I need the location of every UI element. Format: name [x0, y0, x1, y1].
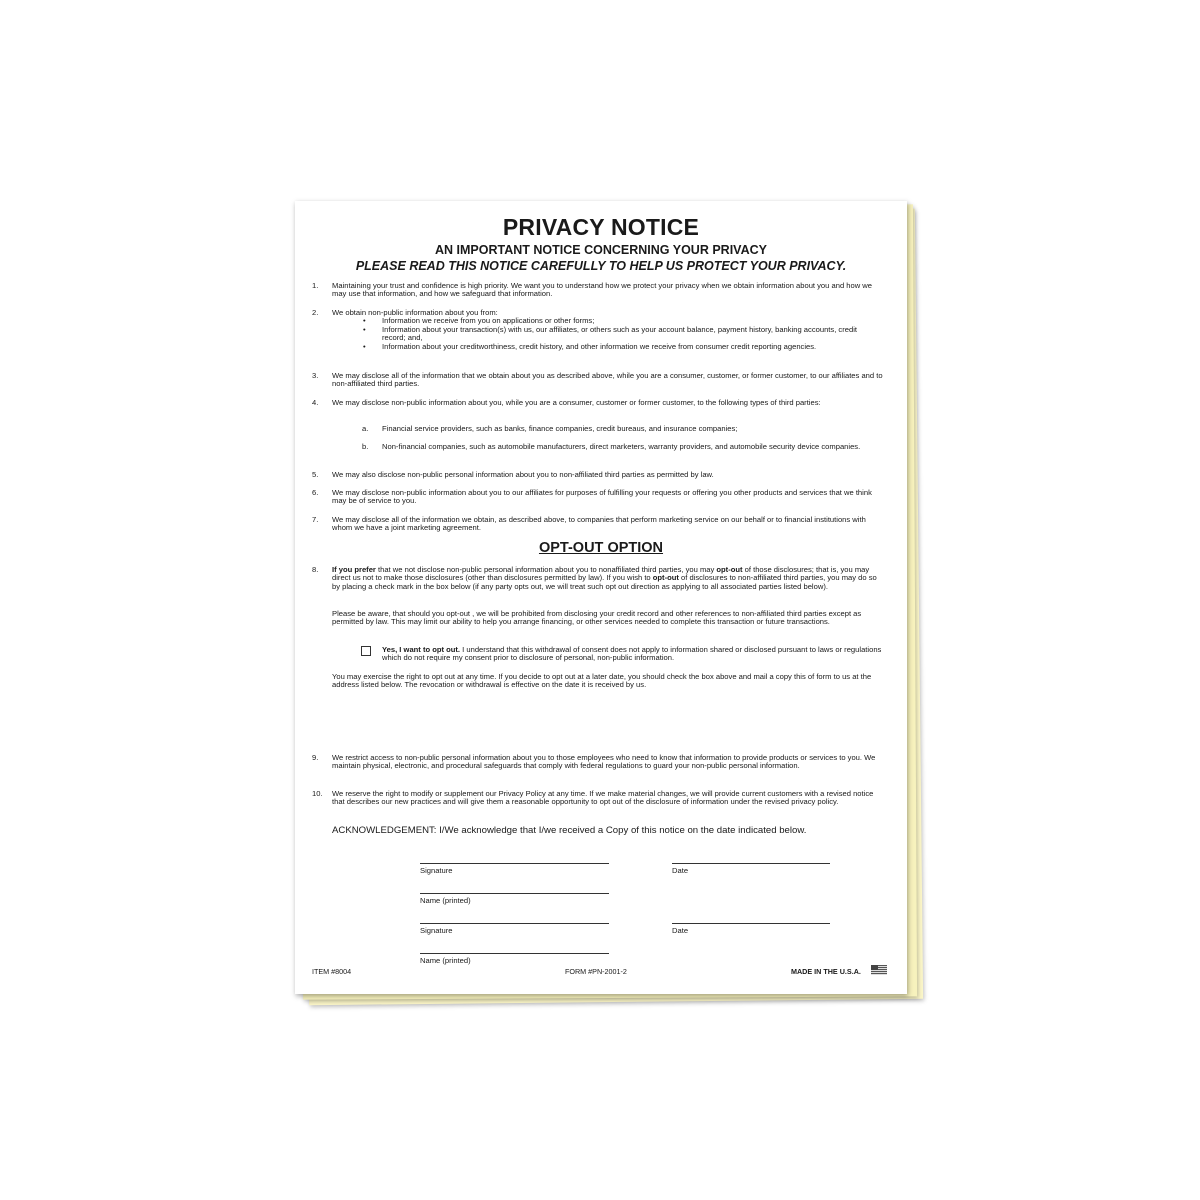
clause-text: We may disclose all of the information we obtain, as described above, to companies that perform marketing service on our behalf or to financial institutions with whom we have a joint marketing agreement.: [332, 515, 866, 533]
clause-text: We reserve the right to modify or supplement our Privacy Policy at any time. If we make material changes, we will provide current customers with a revised notice that describes our new practices and will give them a reasonable opportunity to opt out of the disclosure of information under the revised privacy policy.: [332, 789, 874, 807]
signature-line-1[interactable]: [420, 863, 609, 864]
name-printed-label: Name (printed): [420, 896, 471, 905]
clause-number: 7.: [312, 515, 319, 524]
signature-label: Signature: [420, 866, 453, 875]
name-printed-label: Name (printed): [420, 956, 471, 965]
clause-text: We restrict access to non-public personal information about you to those employees who need to know that information to provide products or services to you. We maintain physical, electronic, and procedural safeguards that comply with federal regulations to guard your non-public personal information.: [332, 753, 876, 771]
opt-out-term: opt-out: [652, 573, 679, 583]
clause-text: We may disclose non-public information about you, while you are a consumer, customer or former customer, to the following types of third parties:: [332, 398, 821, 407]
clause-number: 4.: [312, 398, 319, 407]
opt-out-checkbox[interactable]: [361, 646, 371, 656]
clause-text: Maintaining your trust and confidence is high priority. We want you to understand how we protect your privacy when we obtain information about you and how we may use that information, and how we safeguard that information.: [332, 281, 873, 299]
date-label: Date: [672, 866, 689, 875]
bullet-text: Information about your creditworthiness, credit history, and other information we receive from consumer credit reporting agencies.: [382, 342, 817, 351]
clause-number: 8.: [312, 565, 319, 574]
form-subtitle: AN IMPORTANT NOTICE CONCERNING YOUR PRIVACY: [435, 243, 767, 257]
form-subtitle-instruction: PLEASE READ THIS NOTICE CAREFULLY TO HELP US PROTECT YOUR PRIVACY.: [355, 259, 847, 273]
sub-label-a: a.: [362, 424, 369, 433]
sub-label-b: b.: [362, 442, 369, 451]
item-number: ITEM #8004: [312, 967, 352, 976]
opt-out-statement-text: I understand that this withdrawal of consent does not apply to information shared or disclosed pursuant to laws or regulations which do not require my consent prior to disclosure of personal, non-public information.: [382, 645, 882, 663]
bullet-icon: •: [363, 316, 366, 325]
privacy-notice-form: [295, 201, 907, 994]
bullet-text: Information we receive from you on applications or other forms;: [382, 316, 595, 325]
clause-text: We may also disclose non-public personal information about you to non-affiliated third parties as permitted by law.: [332, 470, 714, 479]
date-line-1[interactable]: [672, 863, 830, 864]
clause-text: We may disclose all of the information that we obtain about you as described above, while you are a consumer, customer, or former customer, to our affiliates and to non-affiliated third parties.: [332, 371, 883, 389]
name-line-2[interactable]: [420, 953, 609, 954]
clause-text-part: of those disclosures; that is, you may direct us not to make those disclosures (other than disclosures permitted by law). If you wish to: [332, 565, 870, 583]
date-line-2[interactable]: [672, 923, 830, 924]
opt-out-instructions: You may exercise the right to opt out at any time. If you decide to opt out at a later date, you should check the box above and mail a copy this of form to us at the address listed below. The revocation or withdrawal is effective on the date it is received by us.: [332, 672, 872, 690]
opt-out-warning: Please be aware, that should you opt-out , we will be prohibited from disclosing your credit record and other references to non-affiliated third parties except as permitted by law. This may limit our ability to help you arrange financing, or other services needed to complete this transaction or future transactions.: [332, 609, 862, 627]
clause-text: [332, 566, 885, 591]
clause-text: We obtain non-public information about you from:: [332, 308, 498, 317]
clause-number: 10.: [312, 789, 323, 798]
clause-lead: If you prefer: [332, 565, 376, 574]
sub-text-b: Non-financial companies, such as automobile manufacturers, direct marketers, warranty providers, and automobile security device companies.: [382, 442, 861, 451]
clause-number: 2.: [312, 308, 319, 317]
clause-number: 9.: [312, 753, 319, 762]
clause-text-part: that we not disclose non-public personal information about you to nonaffiliated third parties, you may: [375, 565, 717, 574]
opt-out-statement: [382, 646, 885, 663]
name-line-1[interactable]: [420, 893, 609, 894]
made-in-usa: MADE IN THE U.S.A.: [791, 967, 861, 976]
opt-out-heading: OPT-OUT OPTION: [538, 540, 664, 556]
clause-number: 3.: [312, 371, 319, 380]
clause-text-part: of disclosures to non-affiliated third parties, you may do so by placing a check mark in the box below (if any party opts out, we will treat such opt out direction as applying to all associated parties listed below).: [332, 573, 877, 591]
bullet-text: Information about your transaction(s) with us, our affiliates, or others such as your account balance, payment history, banking accounts, credit record; and,: [382, 325, 857, 343]
bullet-icon: •: [363, 342, 366, 351]
form-number: FORM #PN-2001-2: [565, 967, 627, 976]
signature-line-2[interactable]: [420, 923, 609, 924]
sub-text-a: Financial service providers, such as banks, finance companies, credit bureaus, and insurance companies;: [382, 424, 738, 433]
us-flag-canton: [871, 965, 878, 970]
clause-number: 5.: [312, 470, 319, 479]
clause-number: 1.: [312, 281, 319, 290]
clause-number: 6.: [312, 488, 319, 497]
opt-out-confirm-label: Yes, I want to opt out.: [382, 645, 461, 654]
opt-out-term: opt-out: [716, 565, 743, 574]
signature-label: Signature: [420, 926, 453, 935]
clause-text: We may disclose non-public information about you to our affiliates for purposes of fulfilling your requests or offering you other products and services that we think may be of service to you.: [332, 488, 872, 506]
bullet-icon: •: [363, 325, 366, 334]
form-title: PRIVACY NOTICE: [502, 214, 700, 240]
date-label: Date: [672, 926, 689, 935]
acknowledgement: ACKNOWLEDGEMENT: I/We acknowledge that I/we received a Copy of this notice on the date indicated below.: [332, 825, 807, 836]
